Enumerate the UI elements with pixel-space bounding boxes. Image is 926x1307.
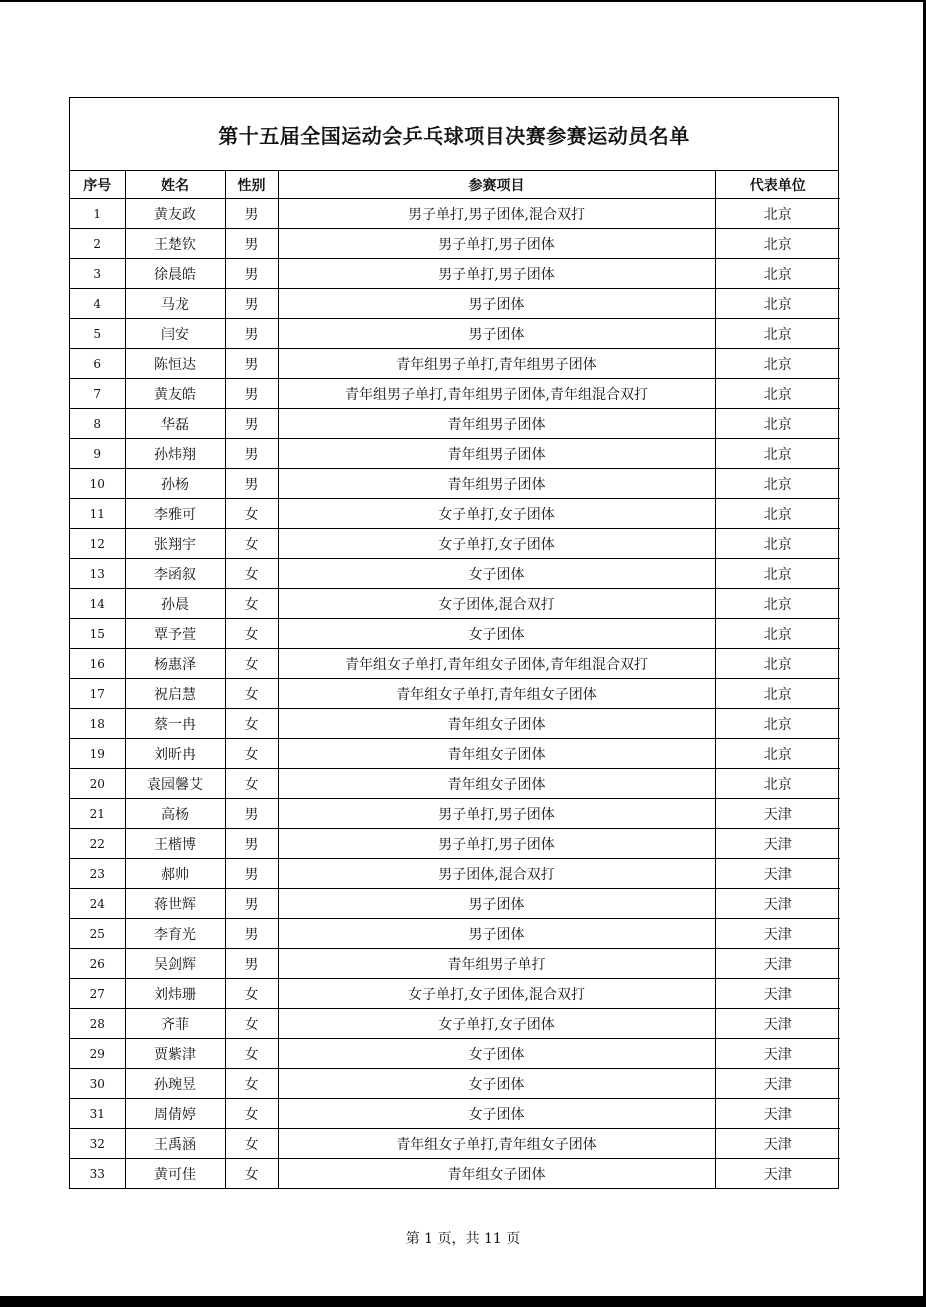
cell-team: 天津 — [715, 1129, 840, 1159]
cell-team: 北京 — [715, 769, 840, 799]
cell-index: 2 — [70, 229, 125, 259]
cell-events: 男子团体 — [278, 289, 715, 319]
table-row — [70, 1039, 840, 1069]
cell-team: 北京 — [715, 379, 840, 409]
table-row — [70, 349, 840, 379]
cell-gender: 女 — [225, 739, 278, 769]
table-row — [70, 679, 840, 709]
cell-events: 青年组男子团体 — [278, 409, 715, 439]
cell-name: 周倩婷 — [125, 1099, 225, 1129]
cell-gender: 男 — [225, 199, 278, 229]
cell-gender: 女 — [225, 1129, 278, 1159]
cell-index: 31 — [70, 1099, 125, 1129]
cell-name: 贾紫津 — [125, 1039, 225, 1069]
cell-gender: 男 — [225, 799, 278, 829]
cell-events: 女子团体 — [278, 619, 715, 649]
cell-name: 徐晨皓 — [125, 259, 225, 289]
cell-gender: 女 — [225, 499, 278, 529]
cell-events: 青年组女子单打,青年组女子团体 — [278, 1129, 715, 1159]
cell-events: 女子团体 — [278, 559, 715, 589]
cell-gender: 女 — [225, 769, 278, 799]
table-row — [70, 319, 840, 349]
cell-index: 16 — [70, 649, 125, 679]
table-row — [70, 829, 840, 859]
cell-events: 男子单打,男子团体,混合双打 — [278, 199, 715, 229]
cell-events: 青年组女子团体 — [278, 739, 715, 769]
cell-events: 女子团体 — [278, 1099, 715, 1129]
table-row — [70, 439, 840, 469]
cell-index: 4 — [70, 289, 125, 319]
cell-events: 青年组女子单打,青年组女子团体,青年组混合双打 — [278, 649, 715, 679]
cell-name: 郝帅 — [125, 859, 225, 889]
cell-index: 21 — [70, 799, 125, 829]
cell-team: 北京 — [715, 289, 840, 319]
cell-name: 覃予萱 — [125, 619, 225, 649]
header-gender: 性别 — [225, 171, 278, 199]
cell-team: 天津 — [715, 889, 840, 919]
cell-events: 青年组男子团体 — [278, 439, 715, 469]
cell-index: 8 — [70, 409, 125, 439]
cell-index: 32 — [70, 1129, 125, 1159]
cell-team: 北京 — [715, 559, 840, 589]
cell-gender: 男 — [225, 409, 278, 439]
table-row — [70, 199, 840, 229]
cell-name: 黄可佳 — [125, 1159, 225, 1189]
roster-table — [70, 171, 840, 1188]
table-row — [70, 1129, 840, 1159]
page-footer: 第 1 页，共 11 页 — [405, 1231, 521, 1247]
cell-team: 北京 — [715, 739, 840, 769]
cell-gender: 女 — [225, 529, 278, 559]
cell-name: 齐菲 — [125, 1009, 225, 1039]
table-row — [70, 1099, 840, 1129]
table-row — [70, 979, 840, 1009]
cell-gender: 女 — [225, 1069, 278, 1099]
cell-events: 青年组女子团体 — [278, 769, 715, 799]
header-index: 序号 — [70, 171, 125, 199]
cell-team: 北京 — [715, 199, 840, 229]
cell-events: 青年组男子团体 — [278, 469, 715, 499]
table-row — [70, 379, 840, 409]
cell-gender: 女 — [225, 1039, 278, 1069]
cell-team: 天津 — [715, 1039, 840, 1069]
cell-events: 青年组男子单打 — [278, 949, 715, 979]
cell-team: 北京 — [715, 349, 840, 379]
cell-index: 17 — [70, 679, 125, 709]
cell-name: 华磊 — [125, 409, 225, 439]
cell-gender: 男 — [225, 949, 278, 979]
table-row — [70, 799, 840, 829]
cell-index: 9 — [70, 439, 125, 469]
table-row — [70, 259, 840, 289]
header-team: 代表单位 — [715, 171, 840, 199]
table-row — [70, 709, 840, 739]
cell-events: 青年组男子单打,青年组男子团体 — [278, 349, 715, 379]
cell-events: 男子单打,男子团体 — [278, 229, 715, 259]
cell-events: 男子单打,男子团体 — [278, 799, 715, 829]
page-title: 第十五届全国运动会乒乓球项目决赛参赛运动员名单 — [70, 98, 838, 171]
cell-index: 7 — [70, 379, 125, 409]
cell-events: 女子单打,女子团体 — [278, 1009, 715, 1039]
cell-name: 蒋世辉 — [125, 889, 225, 919]
cell-team: 天津 — [715, 1069, 840, 1099]
table-row — [70, 889, 840, 919]
cell-index: 29 — [70, 1039, 125, 1069]
cell-name: 高杨 — [125, 799, 225, 829]
table-row — [70, 919, 840, 949]
cell-team: 天津 — [715, 949, 840, 979]
cell-index: 1 — [70, 199, 125, 229]
cell-team: 北京 — [715, 589, 840, 619]
cell-gender: 男 — [225, 469, 278, 499]
table-row — [70, 1159, 840, 1189]
cell-team: 北京 — [715, 619, 840, 649]
roster-body — [70, 199, 840, 1189]
cell-events: 青年组女子单打,青年组女子团体 — [278, 679, 715, 709]
cell-gender: 女 — [225, 1099, 278, 1129]
cell-events: 男子团体 — [278, 919, 715, 949]
cell-index: 26 — [70, 949, 125, 979]
cell-events: 男子团体 — [278, 319, 715, 349]
cell-gender: 男 — [225, 289, 278, 319]
cell-name: 袁园馨艾 — [125, 769, 225, 799]
cell-team: 北京 — [715, 319, 840, 349]
cell-team: 北京 — [715, 259, 840, 289]
cell-events: 男子团体 — [278, 889, 715, 919]
cell-gender: 男 — [225, 919, 278, 949]
cell-gender: 女 — [225, 559, 278, 589]
cell-events: 女子单打,女子团体 — [278, 529, 715, 559]
cell-events: 女子团体 — [278, 1069, 715, 1099]
cell-name: 孙杨 — [125, 469, 225, 499]
cell-team: 天津 — [715, 859, 840, 889]
cell-gender: 女 — [225, 1009, 278, 1039]
header-name: 姓名 — [125, 171, 225, 199]
cell-index: 15 — [70, 619, 125, 649]
cell-name: 闫安 — [125, 319, 225, 349]
cell-index: 12 — [70, 529, 125, 559]
cell-gender: 男 — [225, 439, 278, 469]
cell-index: 20 — [70, 769, 125, 799]
cell-index: 23 — [70, 859, 125, 889]
cell-team: 北京 — [715, 439, 840, 469]
cell-index: 5 — [70, 319, 125, 349]
cell-name: 刘昕冉 — [125, 739, 225, 769]
cell-index: 10 — [70, 469, 125, 499]
cell-name: 马龙 — [125, 289, 225, 319]
table-row — [70, 589, 840, 619]
cell-gender: 女 — [225, 1159, 278, 1189]
cell-gender: 男 — [225, 349, 278, 379]
cell-events: 女子单打,女子团体 — [278, 499, 715, 529]
table-row — [70, 1009, 840, 1039]
table-row — [70, 739, 840, 769]
cell-index: 19 — [70, 739, 125, 769]
cell-name: 黄友皓 — [125, 379, 225, 409]
cell-gender: 男 — [225, 889, 278, 919]
cell-team: 北京 — [715, 469, 840, 499]
cell-name: 杨惠泽 — [125, 649, 225, 679]
cell-name: 王楷博 — [125, 829, 225, 859]
cell-events: 女子团体,混合双打 — [278, 589, 715, 619]
cell-name: 陈恒达 — [125, 349, 225, 379]
cell-team: 天津 — [715, 1099, 840, 1129]
cell-name: 刘炜珊 — [125, 979, 225, 1009]
cell-gender: 男 — [225, 319, 278, 349]
table-row — [70, 1069, 840, 1099]
cell-name: 李雅可 — [125, 499, 225, 529]
cell-team: 北京 — [715, 649, 840, 679]
cell-index: 11 — [70, 499, 125, 529]
cell-team: 天津 — [715, 979, 840, 1009]
cell-name: 张翔宇 — [125, 529, 225, 559]
table-row — [70, 529, 840, 559]
cell-index: 3 — [70, 259, 125, 289]
cell-events: 青年组男子单打,青年组男子团体,青年组混合双打 — [278, 379, 715, 409]
roster-sheet — [69, 97, 839, 1189]
cell-team: 天津 — [715, 1159, 840, 1189]
cell-index: 30 — [70, 1069, 125, 1099]
cell-gender: 女 — [225, 679, 278, 709]
cell-index: 33 — [70, 1159, 125, 1189]
table-row — [70, 469, 840, 499]
cell-index: 13 — [70, 559, 125, 589]
table-row — [70, 859, 840, 889]
cell-team: 天津 — [715, 919, 840, 949]
cell-index: 25 — [70, 919, 125, 949]
cell-index: 24 — [70, 889, 125, 919]
cell-index: 27 — [70, 979, 125, 1009]
cell-index: 18 — [70, 709, 125, 739]
cell-name: 祝启慧 — [125, 679, 225, 709]
cell-name: 孙晨 — [125, 589, 225, 619]
cell-team: 北京 — [715, 709, 840, 739]
cell-name: 黄友政 — [125, 199, 225, 229]
top-border — [0, 0, 926, 2]
cell-gender: 男 — [225, 259, 278, 289]
cell-events: 男子单打,男子团体 — [278, 829, 715, 859]
table-header-row — [70, 171, 840, 199]
cell-events: 青年组女子团体 — [278, 709, 715, 739]
table-row — [70, 559, 840, 589]
cell-gender: 女 — [225, 979, 278, 1009]
cell-gender: 男 — [225, 379, 278, 409]
cell-gender: 女 — [225, 709, 278, 739]
cell-name: 孙琬昱 — [125, 1069, 225, 1099]
table-row — [70, 949, 840, 979]
cell-team: 天津 — [715, 1009, 840, 1039]
header-events: 参赛项目 — [278, 171, 715, 199]
cell-events: 男子团体,混合双打 — [278, 859, 715, 889]
table-row — [70, 499, 840, 529]
cell-team: 天津 — [715, 799, 840, 829]
cell-team: 北京 — [715, 679, 840, 709]
table-row — [70, 649, 840, 679]
cell-gender: 男 — [225, 859, 278, 889]
cell-name: 王楚钦 — [125, 229, 225, 259]
cell-team: 北京 — [715, 499, 840, 529]
cell-team: 天津 — [715, 829, 840, 859]
cell-index: 28 — [70, 1009, 125, 1039]
cell-team: 北京 — [715, 229, 840, 259]
cell-index: 14 — [70, 589, 125, 619]
cell-gender: 男 — [225, 229, 278, 259]
cell-gender: 女 — [225, 619, 278, 649]
table-row — [70, 289, 840, 319]
table-row — [70, 409, 840, 439]
cell-name: 吴剑辉 — [125, 949, 225, 979]
cell-team: 北京 — [715, 409, 840, 439]
cell-name: 李函叙 — [125, 559, 225, 589]
bottom-border — [0, 1296, 926, 1307]
cell-events: 女子团体 — [278, 1039, 715, 1069]
table-row — [70, 229, 840, 259]
cell-events: 男子单打,男子团体 — [278, 259, 715, 289]
cell-name: 孙炜翔 — [125, 439, 225, 469]
cell-gender: 男 — [225, 829, 278, 859]
cell-gender: 女 — [225, 649, 278, 679]
cell-index: 22 — [70, 829, 125, 859]
table-row — [70, 619, 840, 649]
table-row — [70, 769, 840, 799]
cell-name: 王禹涵 — [125, 1129, 225, 1159]
cell-gender: 女 — [225, 589, 278, 619]
cell-name: 李育光 — [125, 919, 225, 949]
cell-events: 女子单打,女子团体,混合双打 — [278, 979, 715, 1009]
cell-events: 青年组女子团体 — [278, 1159, 715, 1189]
cell-team: 北京 — [715, 529, 840, 559]
cell-name: 蔡一冉 — [125, 709, 225, 739]
cell-index: 6 — [70, 349, 125, 379]
